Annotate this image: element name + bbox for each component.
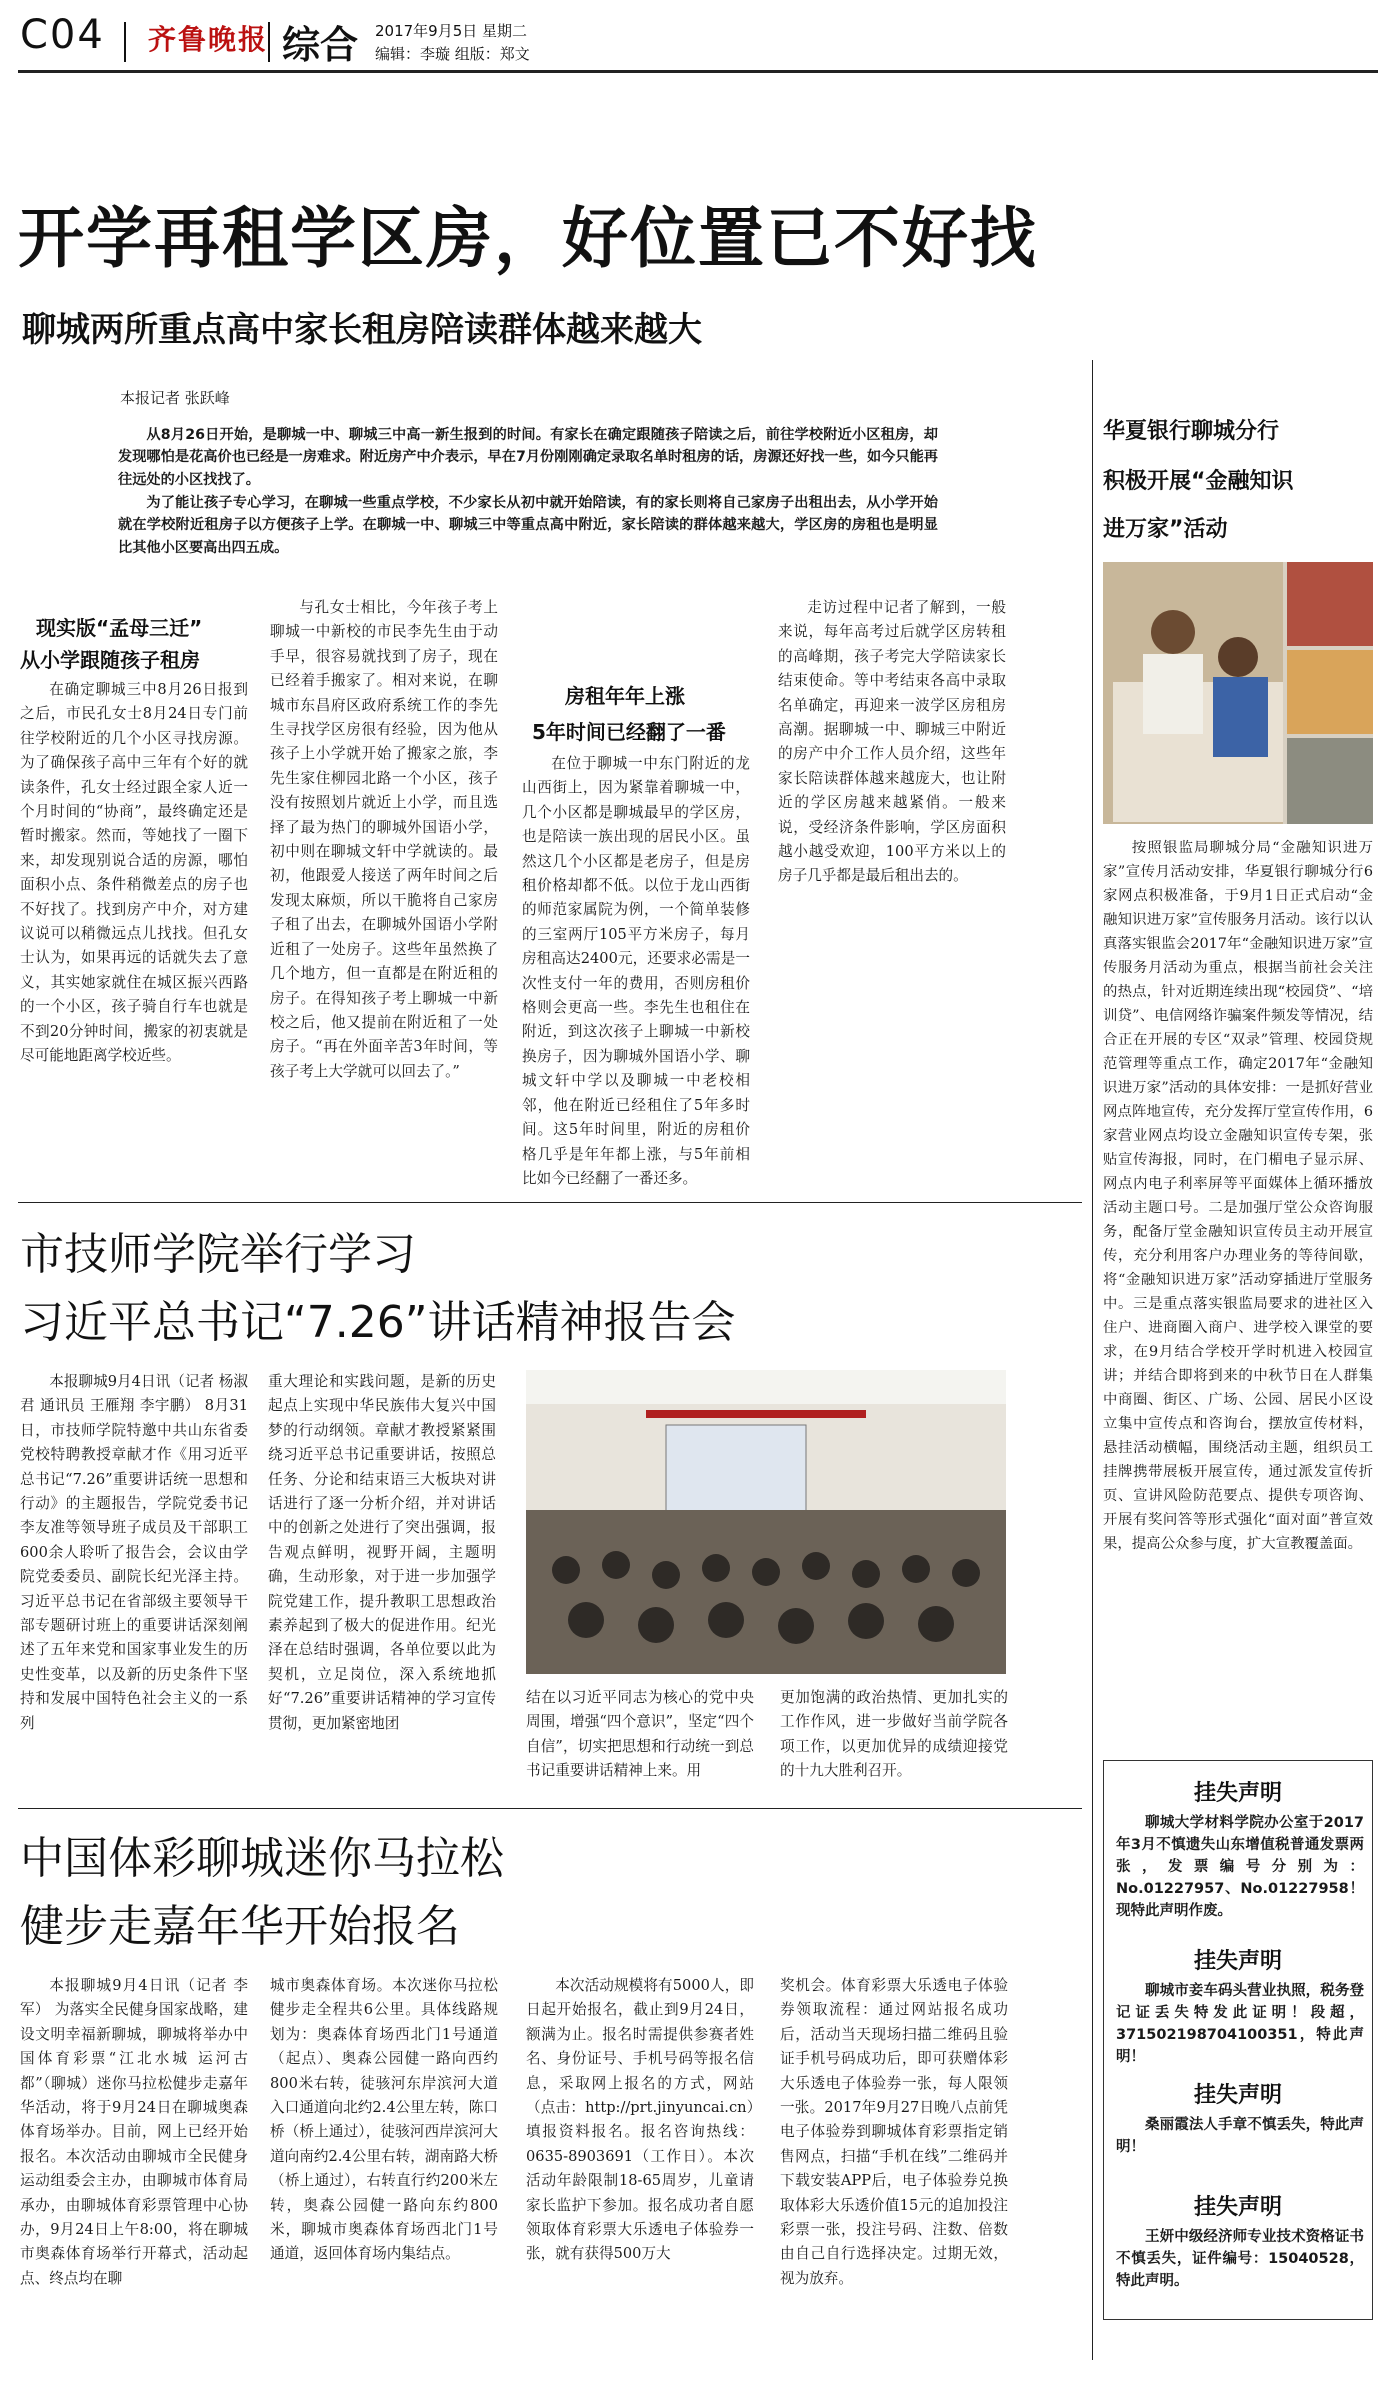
notice-body: 王妍中级经济师专业技术资格证书不慎丢失，证件编号：15040528，特此声明。 — [1116, 2229, 1364, 2289]
lead-col-1: 在确定聊城三中8月26日报到之后，市民孔女士8月24日专门前往学校附近的几个小区寻找房源。为了确保孩子高中三年有个好的就读条件，孔女士经过跟全家人近一个月时间的“协商”，最终确定还是暂时搬家。然而，等她找了一圈下来，却发现别说合适的房源，哪怕面积小点、条件稍微差点的房子也不好找了。找到房产中介，对方建议说可以稍微远点儿找找。但孔女士认为，如果再远的话就失去了意义，其实她家就住在城区振兴西路的一个小区，孩子骑自行车也就是不到20分钟时间，搬家的初衷就是尽可能地距离学校近些。 — [20, 681, 248, 1065]
story3-headline: 中国体彩聊城迷你马拉松 — [20, 1833, 504, 1884]
bank-headline: 华夏银行聊城分行 — [1103, 419, 1280, 444]
lead-headline: 开学再租学区房，好位置已不好找 — [18, 200, 1038, 277]
header-rule — [18, 70, 1378, 73]
notice-body: 桑丽霞法人手章不慎丢失，特此声明！ — [1116, 2117, 1364, 2155]
lead-intro: 为了能让孩子专心学习，在聊城一些重点学校，不少家长从初中就开始陪读，有的家长则将自己家房子出租出去，从小学开始就在学校附近租房子以方便孩子上学。在聊城一中、聊城三中等重点高中附近，家长陪读的群体越来越大，学区房的房租也是明显比其他小区要高出四五成。 — [118, 495, 938, 556]
lead-subhead: 5年时间已经翻了一番 — [532, 720, 726, 744]
notice-title: 挂失声明 — [1193, 1949, 1282, 1974]
bank-photo-icon — [1103, 562, 1373, 824]
notice-title: 挂失声明 — [1193, 1781, 1282, 1806]
lecture-photo-icon — [526, 1370, 1006, 1674]
story2-col-2: 重大理论和实践问题，是新的历史起点上实现中华民族伟大复兴中国梦的行动纲领。章献才教授紧紧围绕习近平总书记重要讲话，按照总任务、分论和结束语三大板块对讲话进行了逐一分析介绍，并对讲话中的创新之处进行了突出强调，报告观点鲜明，视野开阔，主题明确，生动形象，对于进一步加强学院党建工作，提升教职工思想政治素养起到了极大的促进作用。纪光泽在总结时强调，各单位要以此为契机，立足岗位，深入系统地抓好“7.26”重要讲话精神的学习宣传贯彻，更加紧密地团 — [268, 1373, 496, 1732]
story3-col-2: 城市奥森体育场。本次迷你马拉松健步走全程共6公里。具体线路规划为：奥森体育场西北门1号通道（起点）、奥森公园健一路向西约800米右转，徒骇河东岸滨河大道入口通道向北约2.4公里左转，陈口桥（桥上通过），徒骇河西岸滨河大道向南约2.4公里右转，湖南路大桥（桥上通过），右转直行约200米左转，奥森公园健一路向东约800米，聊城市奥森体育场西北门1号通道，返回体育场内集结点。 — [270, 1977, 498, 2263]
newspaper-logo: 齐鲁晚报 — [148, 23, 269, 56]
story2-col-3: 结在以习近平同志为核心的党中央周围，增强“四个意识”，坚定“四个自信”，切实把思想和行动统一到总书记重要讲话精神上来。用 — [526, 1689, 754, 1780]
issue-date: 2017年9月5日 星期二 — [375, 22, 528, 40]
page-number: C04 — [20, 12, 105, 58]
notice-body: 聊城市妾车码头营业执照，税务登记证丢失特发此证明！段超，371502198704100351，特此声明！ — [1116, 1983, 1364, 2065]
story2-col-4: 更加饱满的政治热情、更加扎实的工作作风，进一步做好当前学院各项工作，以更加优异的成绩迎接党的十九大胜利召开。 — [780, 1689, 1008, 1780]
section-title: 综合 — [282, 23, 359, 67]
header-divider — [124, 22, 126, 62]
story3-col-4: 奖机会。体育彩票大乐透电子体验券领取流程：通过网站报名成功后，活动当天现场扫描二维码且验证手机号码成功后，即可获赠体彩大乐透电子体验券一张，每人限领一张。2017年9月27日晚八点前凭电子体验券到聊城体育彩票指定销售网点，扫描“手机在线”二维码并下载安装APP后，电子体验券兑换取体彩大乐透价值15元的追加投注彩票一张，投注号码、注数、倍数由自己自行选择决定。过期无效，视为放弃。 — [780, 1977, 1008, 2287]
story3-headline: 健步走嘉年华开始报名 — [20, 1901, 460, 1952]
notice-title: 挂失声明 — [1193, 2083, 1282, 2108]
lead-col-4: 走访过程中记者了解到，一般来说，每年高考过后就学区房转租的高峰期，孩子考完大学陪读家长结束使命。等中考结束各高中录取名单确定，再迎来一波学区房租房高潮。据聊城一中、聊城三中附近的房产中介工作人员介绍，这些年家长陪读群体越来越庞大，也让附近的学区房越来越紧俏。一般来说，受经济条件影响，学区房面积越小越受欢迎，100平方米以上的房子几乎都是最后租出去的。 — [778, 599, 1006, 885]
lead-subhead: 房租年年上涨 — [565, 684, 685, 708]
notice-title: 挂失声明 — [1193, 2195, 1282, 2220]
header-divider — [268, 22, 270, 62]
column-rule — [1092, 360, 1093, 2360]
lead-intro: 从8月26日开始，是聊城一中、聊城三中高一新生报到的时间。有家长在确定跟随孩子陪读之后，前往学校附近小区租房，却发现哪怕是花高价也已经是一房难求。附近房产中介表示，早在7月份刚刚确定录取名单时租房的话，房源还好找一些，如今只能再往远处的小区找找了。 — [118, 427, 938, 488]
story2-headline: 习近平总书记“7.26”讲话精神报告会 — [20, 1297, 736, 1348]
editor-credits: 编辑：李璇 组版：郑文 — [375, 45, 530, 63]
lead-col-3: 在位于聊城一中东门附近的龙山西街上，因为紧靠着聊城一中，几个小区都是聊城最早的学区房，也是陪读一族出现的居民小区。虽然这几个小区都是老房子，但是房租价格却都不低。以位于龙山西街的师范家属院为例，一个简单装修的三室两厅105平方米房子，每月房租高达2400元，还要求必需是一次性支付一年的费用，否则房租价格则会更高一些。李先生也租住在附近，到这次孩子上聊城一中新校换房子，因为聊城外国语小学、聊城文轩中学以及聊城一中老校相邻，他在附近已经租住了5年多时间。这5年时间里，附近的房租价格几乎是年年都上涨，与5年前相比如今已经翻了一番还多。 — [522, 755, 750, 1187]
bank-activity-photo — [1103, 562, 1373, 824]
notice-body: 聊城大学材料学院办公室于2017年3月不慎遗失山东增值税普通发票两张，发票编号分别为：No.01227957、No.01227958！现特此声明作废。 — [1116, 1815, 1364, 1919]
lead-byline: 本报记者 张跃峰 — [120, 389, 230, 407]
lead-subhead: 现实版“孟母三迁” — [36, 616, 203, 640]
story3-col-1: 本报聊城9月4日讯（记者 李军） 为落实全民健身国家战略，建设文明幸福新聊城，聊城将举办中国体育彩票“江北水城 运河古都”（聊城）迷你马拉松健步走嘉年华活动，将于9月24日在聊城奥森体育场举办。目前，网上已经开始报名。本次活动由聊城市全民健身运动组委会主办，由聊城市体育局承办，由聊城体育彩票管理中心协办，9月24日上午8:00，将在聊城市奥森体育场举行开幕式，活动起点、终点均在聊 — [20, 1977, 248, 2287]
bank-headline: 积极开展“金融知识 — [1103, 469, 1294, 494]
lead-subhead: 从小学跟随孩子租房 — [20, 648, 200, 672]
section-rule — [18, 1808, 1082, 1809]
story2-headline: 市技师学院举行学习 — [20, 1229, 416, 1280]
lecture-hall-photo — [526, 1370, 1006, 1674]
lead-col-2: 与孔女士相比，今年孩子考上聊城一中新校的市民李先生由于动手早，很容易就找到了房子，现在已经着手搬家了。相对来说，在聊城市东昌府区政府系统工作的李先生寻找学区房很有经验，因为他从孩子上小学就开始了搬家之旅，李先生家住柳园北路一个小区，孩子没有按照划片就近上小学，而且选择了最为热门的聊城外国语小学，初中则在聊城文轩中学就读的。最初，他跟爱人接送了两年时间之后发现太麻烦，所以干脆将自己家房子租了出去，在聊城外国语小学附近租了一处房子。这些年虽然换了几个地方，但一直都是在附近租的房子。在得知孩子考上聊城一中新校之后，他又提前在附近租了一处房子。“再在外面辛苦3年时间，等孩子考上大学就可以回去了。” — [270, 599, 498, 1080]
story3-col-3: 本次活动规模将有5000人，即日起开始报名，截止到9月24日，额满为止。报名时需提供参赛者姓名、身份证号、手机号码等报名信息，采取网上报名的方式，网站（点击：http://prt.jinyuncai.cn）填报资料报名。报名咨询热线：0635-8903691（工作日）。本次活动年龄限制18-65周岁，儿童请家长监护下参加。报名成功者自愿领取体育彩票大乐透电子体验券一张，就有获得500万大 — [526, 1977, 754, 2263]
section-rule — [18, 1202, 1082, 1203]
lead-subheadline: 聊城两所重点高中家长租房陪读群体越来越大 — [22, 310, 702, 350]
bank-headline: 进万家”活动 — [1103, 517, 1228, 542]
story2-col-1: 本报聊城9月4日讯（记者 杨淑君 通讯员 王雁翔 李宇鹏） 8月31日，市技师学院特邀中共山东省委党校特聘教授章献才作《用习近平总书记“7.26”重要讲话统一思想和行动》的主题报告，学院党委书记李友准等领导班子成员及干部职工600余人聆听了报告会，会议由学院党委委员、副院长纪光泽主持。习近平总书记在省部级主要领导干部专题研讨班上的重要讲话深刻阐述了五年来党和国家事业发生的历史性变革，以及新的历史条件下坚持和发展中国特色社会主义的一系列 — [20, 1373, 248, 1732]
bank-body: 按照银监局聊城分局“金融知识进万家”宣传月活动安排，华夏银行聊城分行6家网点积极准备，于9月1日正式启动“金融知识进万家”宣传服务月活动。该行以认真落实银监会2017年“金融知识进万家”宣传服务月活动为重点，根据当前社会关注的热点，针对近期连续出现“校园贷”、“培训贷”、电信网络诈骗案件频发等情况，结合正在开展的专区“双录”管理、校园贷规范管理等重点工作，确定2017年“金融知识进万家”活动的具体安排：一是抓好营业网点阵地宣传，充分发挥厅堂宣传作用，6家营业网点均设立金融知识宣传专架，张贴宣传海报，同时，在门楣电子显示屏、网点内电子利率屏等平面媒体上循环播放活动主题口号。二是加强厅堂公众咨询服务，配备厅堂金融知识宣传员主动开展宣传，充分利用客户办理业务的等待间歇，将“金融知识进万家”活动穿插进厅堂服务中。三是重点落实银监局要求的进社区入住户、进商圈入商户、进学校入课堂的要求，在9月结合学校开学时机进入校园宣讲；并结合即将到来的中秋节日在人群集中商圈、街区、广场、公园、居民小区设立集中宣传点和咨询台，摆放宣传材料，悬挂活动横幅，围绕活动主题，组织员工挂牌携带展板开展宣传，通过派发宣传折页、宣讲风险防范要点、提供专项咨询、开展有奖问答等形式强化“面对面”普宣效果，提高公众参与度，扩大宣教覆盖面。 — [1103, 840, 1373, 1552]
